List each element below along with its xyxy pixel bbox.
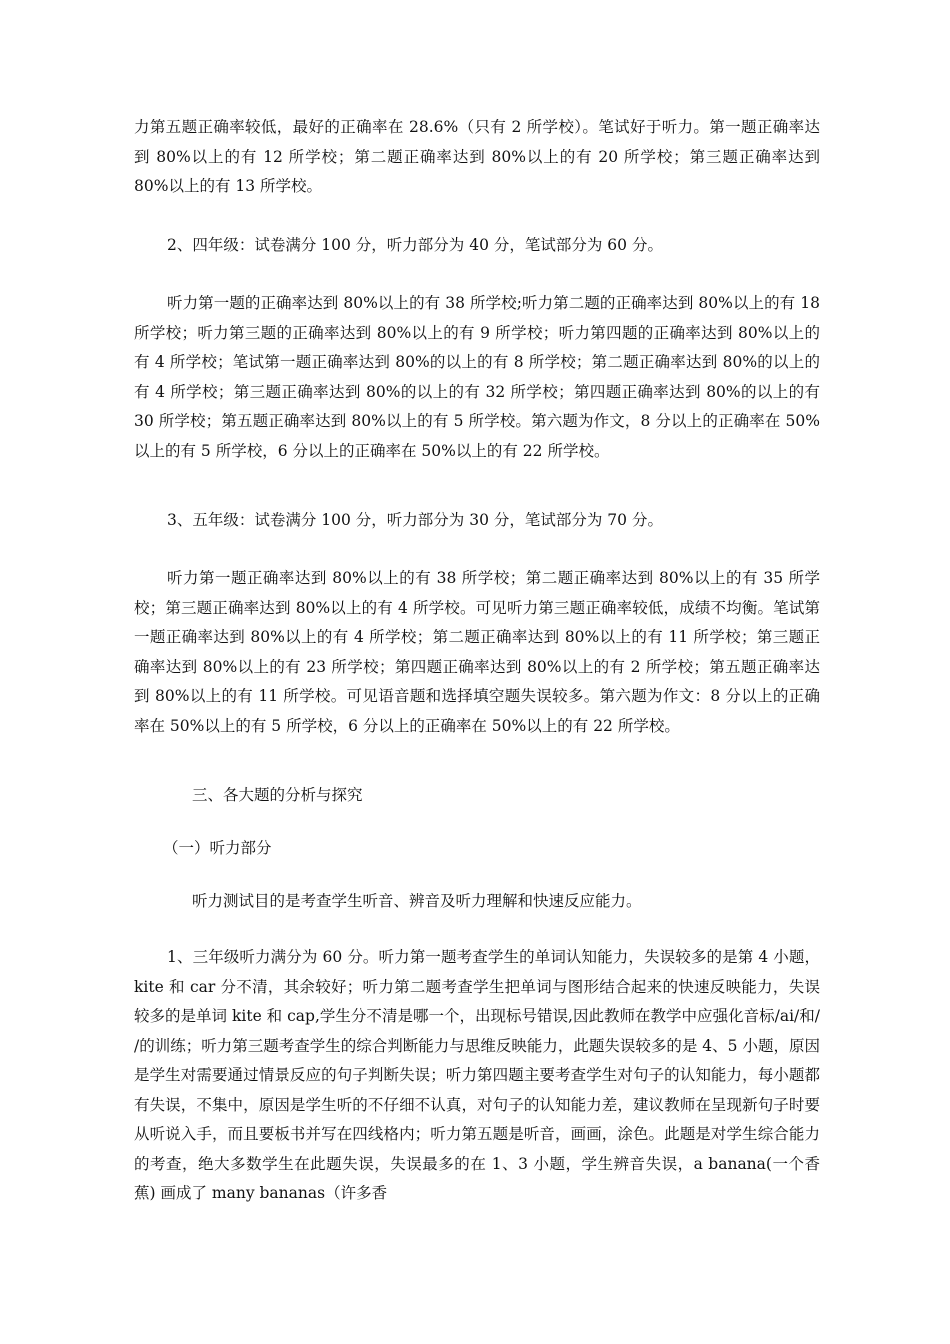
paragraph-listening-purpose: 听力测试目的是考查学生听音、辨音及听力理解和快速反应能力。 (192, 892, 642, 910)
paragraph-grade4-results: 听力第一题的正确率达到 80%以上的有 38 所学校;听力第二题的正确率达到 80%以上的有 18 所学校；听力第三题的正确率达到 80%以上的有 9 所学校；听力第四题的正确率达到 80%以上的有 4 所学校；笔试第一题正确率达到 80%的以上的有 8 所学校；第二题正确率达到 80%的以上的有 4 所学校；第三题正确率达到 80%的以上的有 32 所学校；第四题正确率达到 80%的以上的有 30 所学校；第五题正确率达到 80%以上的有 5 所学校。第六题为作文，8 分以上的正确率在 50%以上的有 5 所学校，6 分以上的正确率在 50%以上的有 22 所学校。 (134, 294, 820, 460)
paragraph-grade5-heading: 3、五年级：试卷满分 100 分，听力部分为 30 分，笔试部分为 70 分。 (167, 511, 663, 529)
paragraph-grade3-listening-analysis: 1、三年级听力满分为 60 分。听力第一题考查学生的单词认知能力，失误较多的是第 4 小题，kite 和 car 分不清，其余较好；听力第二题考查学生把单词与图形结合起来的快速反映能力，失误较多的是单词 kite 和 cap,学生分不清是哪一个，出现标号错误,因此教师在教学中应强化音标/ai/和/ /的训练；听力第三题考查学生的综合判断能力与思维反映能力，此题失误较多的是 4、5 小题，原因是学生对需要通过情景反应的句子判断失误；听力第四题主要考查学生对句子的认知能力，每小题都有失误，不集中，原因是学生听的不仔细不认真，对句子的认知能力差，建议教师在呈现新句子时要从听说入手，而且要板书并写在四线格内；听力第五题是听音，画画，涂色。此题是对学生综合能力的考查，绝大多数学生在此题失误，失误最多的在 1、3 小题，学生辨音失误，a banana(一个香蕉) 画成了 many bananas（许多香 (134, 948, 820, 1202)
paragraph-grade5-results: 听力第一题正确率达到 80%以上的有 38 所学校；第二题正确率达到 80%以上的有 35 所学校；第三题正确率达到 80%以上的有 4 所学校。可见听力第三题正确率较低，成绩不均衡。笔试第一题正确率达到 80%以上的有 4 所学校；第二题正确率达到 80%以上的有 11 所学校；第三题正确率达到 80%以上的有 23 所学校；第四题正确率达到 80%以上的有 2 所学校；第五题正确率达到 80%以上的有 11 所学校。可见语音题和选择填空题失误较多。第六题为作文：8 分以上的正确率在 50%以上的有 5 所学校，6 分以上的正确率在 50%以上的有 22 所学校。 (134, 569, 820, 735)
paragraph-grade4-heading: 2、四年级：试卷满分 100 分，听力部分为 40 分，笔试部分为 60 分。 (167, 236, 663, 254)
section-heading-analysis: 三、各大题的分析与探究 (192, 786, 363, 804)
subsection-heading-listening: （一）听力部分 (163, 839, 272, 857)
paragraph-grade3-written-results: 力第五题正确率较低，最好的正确率在 28.6%（只有 2 所学校）。笔试好于听力。第一题正确率达到 80%以上的有 12 所学校；第二题正确率达到 80%以上的有 20 所学校；第三题正确率达到 80%以上的有 13 所学校。 (134, 118, 820, 195)
